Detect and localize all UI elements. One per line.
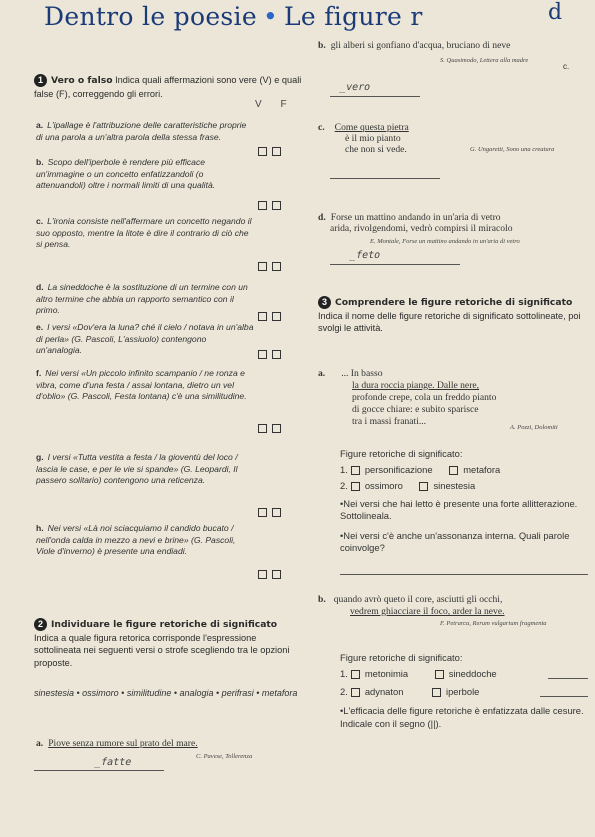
ex1-g-checkboxes (258, 504, 286, 522)
checkbox-v[interactable] (258, 262, 267, 271)
ex2-text: Indica a quale figura retorica corrisponde l'espressione sottolineata nei seguenti versi o strofe scegliendo tra le opzioni proposte. (34, 632, 290, 668)
ex3-poem-line1: a. ... In basso (318, 368, 383, 379)
ex1-f-checkboxes (258, 420, 286, 438)
ex1-c-checkboxes (258, 258, 286, 276)
ex2-item-a: a. Piove senza rumore sul prato del mare. (36, 738, 198, 749)
checkbox-v[interactable] (258, 508, 267, 517)
ex1-e-checkboxes (258, 346, 286, 364)
ex1-number: 1 (34, 74, 47, 87)
ex2-options: sinestesia • ossimoro • similitudine • analogia • perifrasi • metafora (34, 688, 298, 698)
checkbox-v[interactable] (258, 350, 267, 359)
checkbox-f[interactable] (272, 147, 281, 156)
ex2-a-answer-line[interactable] (34, 770, 164, 771)
checkbox-f[interactable] (272, 570, 281, 579)
ex3-instructions (318, 296, 588, 335)
checkbox-iperbole[interactable] (432, 688, 441, 697)
ex3-poem-source: A. Pozzi, Dolomiti (510, 424, 558, 431)
title-corner-letter: d (548, 0, 563, 25)
ex1-d-checkboxes (258, 308, 286, 326)
ex3-opt-row2: 2. ossimoro sinestesia (340, 480, 476, 491)
ex2-a-handwritten-answer: _fatte (93, 757, 133, 768)
checkbox-personificazione[interactable] (351, 466, 360, 475)
checkbox-adynaton[interactable] (351, 688, 360, 697)
ex2-c-source: G. Ungaretti, Sono una creatura (470, 146, 555, 153)
ex3-head: Comprendere le figure retoriche di significato (335, 297, 573, 308)
ex2-c-line3: che non si vede. (345, 144, 407, 155)
ex1-item-a: a. L'ipallage è l'attribuzione delle caratteristiche proprie di una parola a un'altra parola della stessa frase. (36, 120, 247, 142)
ex1-head: Vero o falso (51, 75, 113, 86)
ex3-poem-line4: di gocce chiare: e subito sparisce (352, 404, 479, 415)
ex1-item-f: f. Nei versi «Un piccolo infinito scampanio / ne ronza e vibra, come d'una festa / assai lontana, dietro un vel d'oblio» (G. Pascoli, Festa lontana) c'è una similitudine. (36, 368, 247, 402)
checkbox-f[interactable] (272, 350, 281, 359)
ex2-a-source: C. Pavese, Tollerenza (196, 753, 253, 760)
checkbox-sineddoche[interactable] (435, 670, 444, 679)
ex3-fig-title: Figure retoriche di significato: (340, 448, 463, 459)
side-letter: c. (563, 62, 570, 71)
ex3-opt-row1: 1. personificazione metafora (340, 464, 501, 475)
ex3b-fig-title: Figure retoriche di significato: (340, 652, 463, 663)
checkbox-v[interactable] (258, 147, 267, 156)
checkbox-f[interactable] (272, 201, 281, 210)
ex2-d-answer-line[interactable] (330, 264, 460, 265)
ex3b-source: F. Petrarca, Rerum vulgarium fragmenta (440, 620, 547, 627)
ex3b-row1-line[interactable] (548, 678, 588, 679)
ex1-instructions (34, 74, 304, 100)
checkbox-v[interactable] (258, 424, 267, 433)
ex3-question-1: • Nei versi che hai letto è presente una forte allitterazione. Sottolineala. (340, 498, 590, 522)
ex1-b-checkboxes (258, 197, 286, 215)
ex3b-opt-row2: 2. adynaton iperbole (340, 686, 480, 697)
ex2-b-handwritten-answer: _vero (338, 82, 372, 93)
checkbox-f[interactable] (272, 508, 281, 517)
ex3b-opt-row1: 1. metonimia sineddoche (340, 668, 497, 679)
ex3-poem-line3: profonde crepe, cola un freddo pianto (352, 392, 497, 403)
page-title (44, 2, 423, 31)
ex2-instructions (34, 618, 304, 669)
ex3b-row2-line[interactable] (540, 696, 588, 697)
checkbox-f[interactable] (272, 312, 281, 321)
title-main: Dentro le poesie (44, 2, 257, 31)
checkbox-sinestesia[interactable] (419, 482, 428, 491)
ex2-d-source: E. Montale, Forse un mattino andando in un'aria di vetro (370, 238, 520, 245)
ex3b-question-1: • L'efficacia delle figure retoriche è enfatizzata dalle cesure. Indicale con il segno (||). (340, 704, 590, 730)
checkbox-v[interactable] (258, 201, 267, 210)
ex1-item-e: e. I versi «Dov'era la luna? ché il cielo / notava in un'alba di perla» (G. Pascoli, L'assiuolo) contengono un'analogia. (36, 322, 254, 356)
ex2-item-b: b. gli alberi si gonfiano d'acqua, bruciano di neve (318, 40, 511, 51)
ex2-item-c: c. Come questa pietra (318, 122, 409, 133)
checkbox-v[interactable] (258, 312, 267, 321)
ex2-d-line2: arida, rivolgendomi, vedrò compirsi il miracolo (330, 223, 513, 234)
ex1-a-checkboxes (258, 143, 286, 161)
ex2-b-answer-line[interactable] (330, 96, 420, 97)
ex1-item-g: g. I versi «Tutta vestita a festa / la gioventù del loco / lascia le case, e per le vie si spande» (G. Leopardi, Il passero solitario) contengono una reticenza. (36, 452, 238, 486)
ex3b-line1: b. quando avrò queto il core, asciutti gli occhi, (318, 594, 503, 605)
ex3-number: 3 (318, 296, 331, 309)
ex2-item-d: d. Forse un mattino andando in un'aria di vetro (318, 212, 501, 223)
ex1-text: Indica quali affermazioni sono vere (V) e quali false (F), correggendo gli errori. (34, 75, 302, 99)
ex3-poem-line2: la dura roccia piange. Dalle nere, (352, 380, 480, 391)
checkbox-metafora[interactable] (449, 466, 458, 475)
checkbox-ossimoro[interactable] (351, 482, 360, 491)
ex2-c-answer-line[interactable] (330, 178, 440, 179)
ex2-d-handwritten-answer: _feto (348, 250, 382, 261)
ex2-number: 2 (34, 618, 47, 631)
ex3-text: Indica il nome delle figure retoriche di significato sottolineate, poi svolgi le attività. (318, 310, 581, 334)
ex2-c-line2: è il mio pianto (345, 133, 401, 144)
ex3-poem-line5: tra i massi franati... (352, 416, 427, 427)
checkbox-metonimia[interactable] (351, 670, 360, 679)
ex1-item-h: h. Nei versi «Là noi sciacquiamo il candido bucato / nell'onda calda in mezzo a nevi e brine» (G. Pascoli, Viole d'inverno) è presente una endiadi. (36, 523, 236, 557)
ex1-item-c: c. L'ironia consiste nell'affermare un concetto negando il suo opposto, mentre la litote è dire il contrario di ciò che si pensa. (36, 216, 252, 250)
title-dot: • (262, 2, 278, 31)
checkbox-v[interactable] (258, 570, 267, 579)
ex1-item-b: b. Scopo dell'iperbole è rendere più efficace un'immagine o un concetto enfatizzandoli (o attenuandoli) oltre i normali limiti di una qualità. (36, 157, 216, 191)
ex3b-line2: vedrem ghiacciare il foco, arder la neve. (350, 606, 505, 617)
ex2-head: Individuare le figure retoriche di significato (51, 619, 278, 630)
ex3-q2-answer-line[interactable] (340, 574, 588, 575)
checkbox-f[interactable] (272, 424, 281, 433)
ex1-h-checkboxes (258, 566, 286, 584)
checkbox-f[interactable] (272, 262, 281, 271)
ex2-b-source: S. Quasimodo, Lettera alla madre (440, 57, 529, 64)
ex3-question-2: • Nei versi c'è anche un'assonanza interna. Quali parole coinvolge? (340, 530, 590, 554)
ex1-item-d: d. La sineddoche è la sostituzione di un termine con un altro termine che abbia un rapporto semantico con il primo. (36, 282, 248, 316)
title-right: Le figure r (284, 2, 423, 31)
ex1-vf-header: V F (255, 99, 295, 110)
